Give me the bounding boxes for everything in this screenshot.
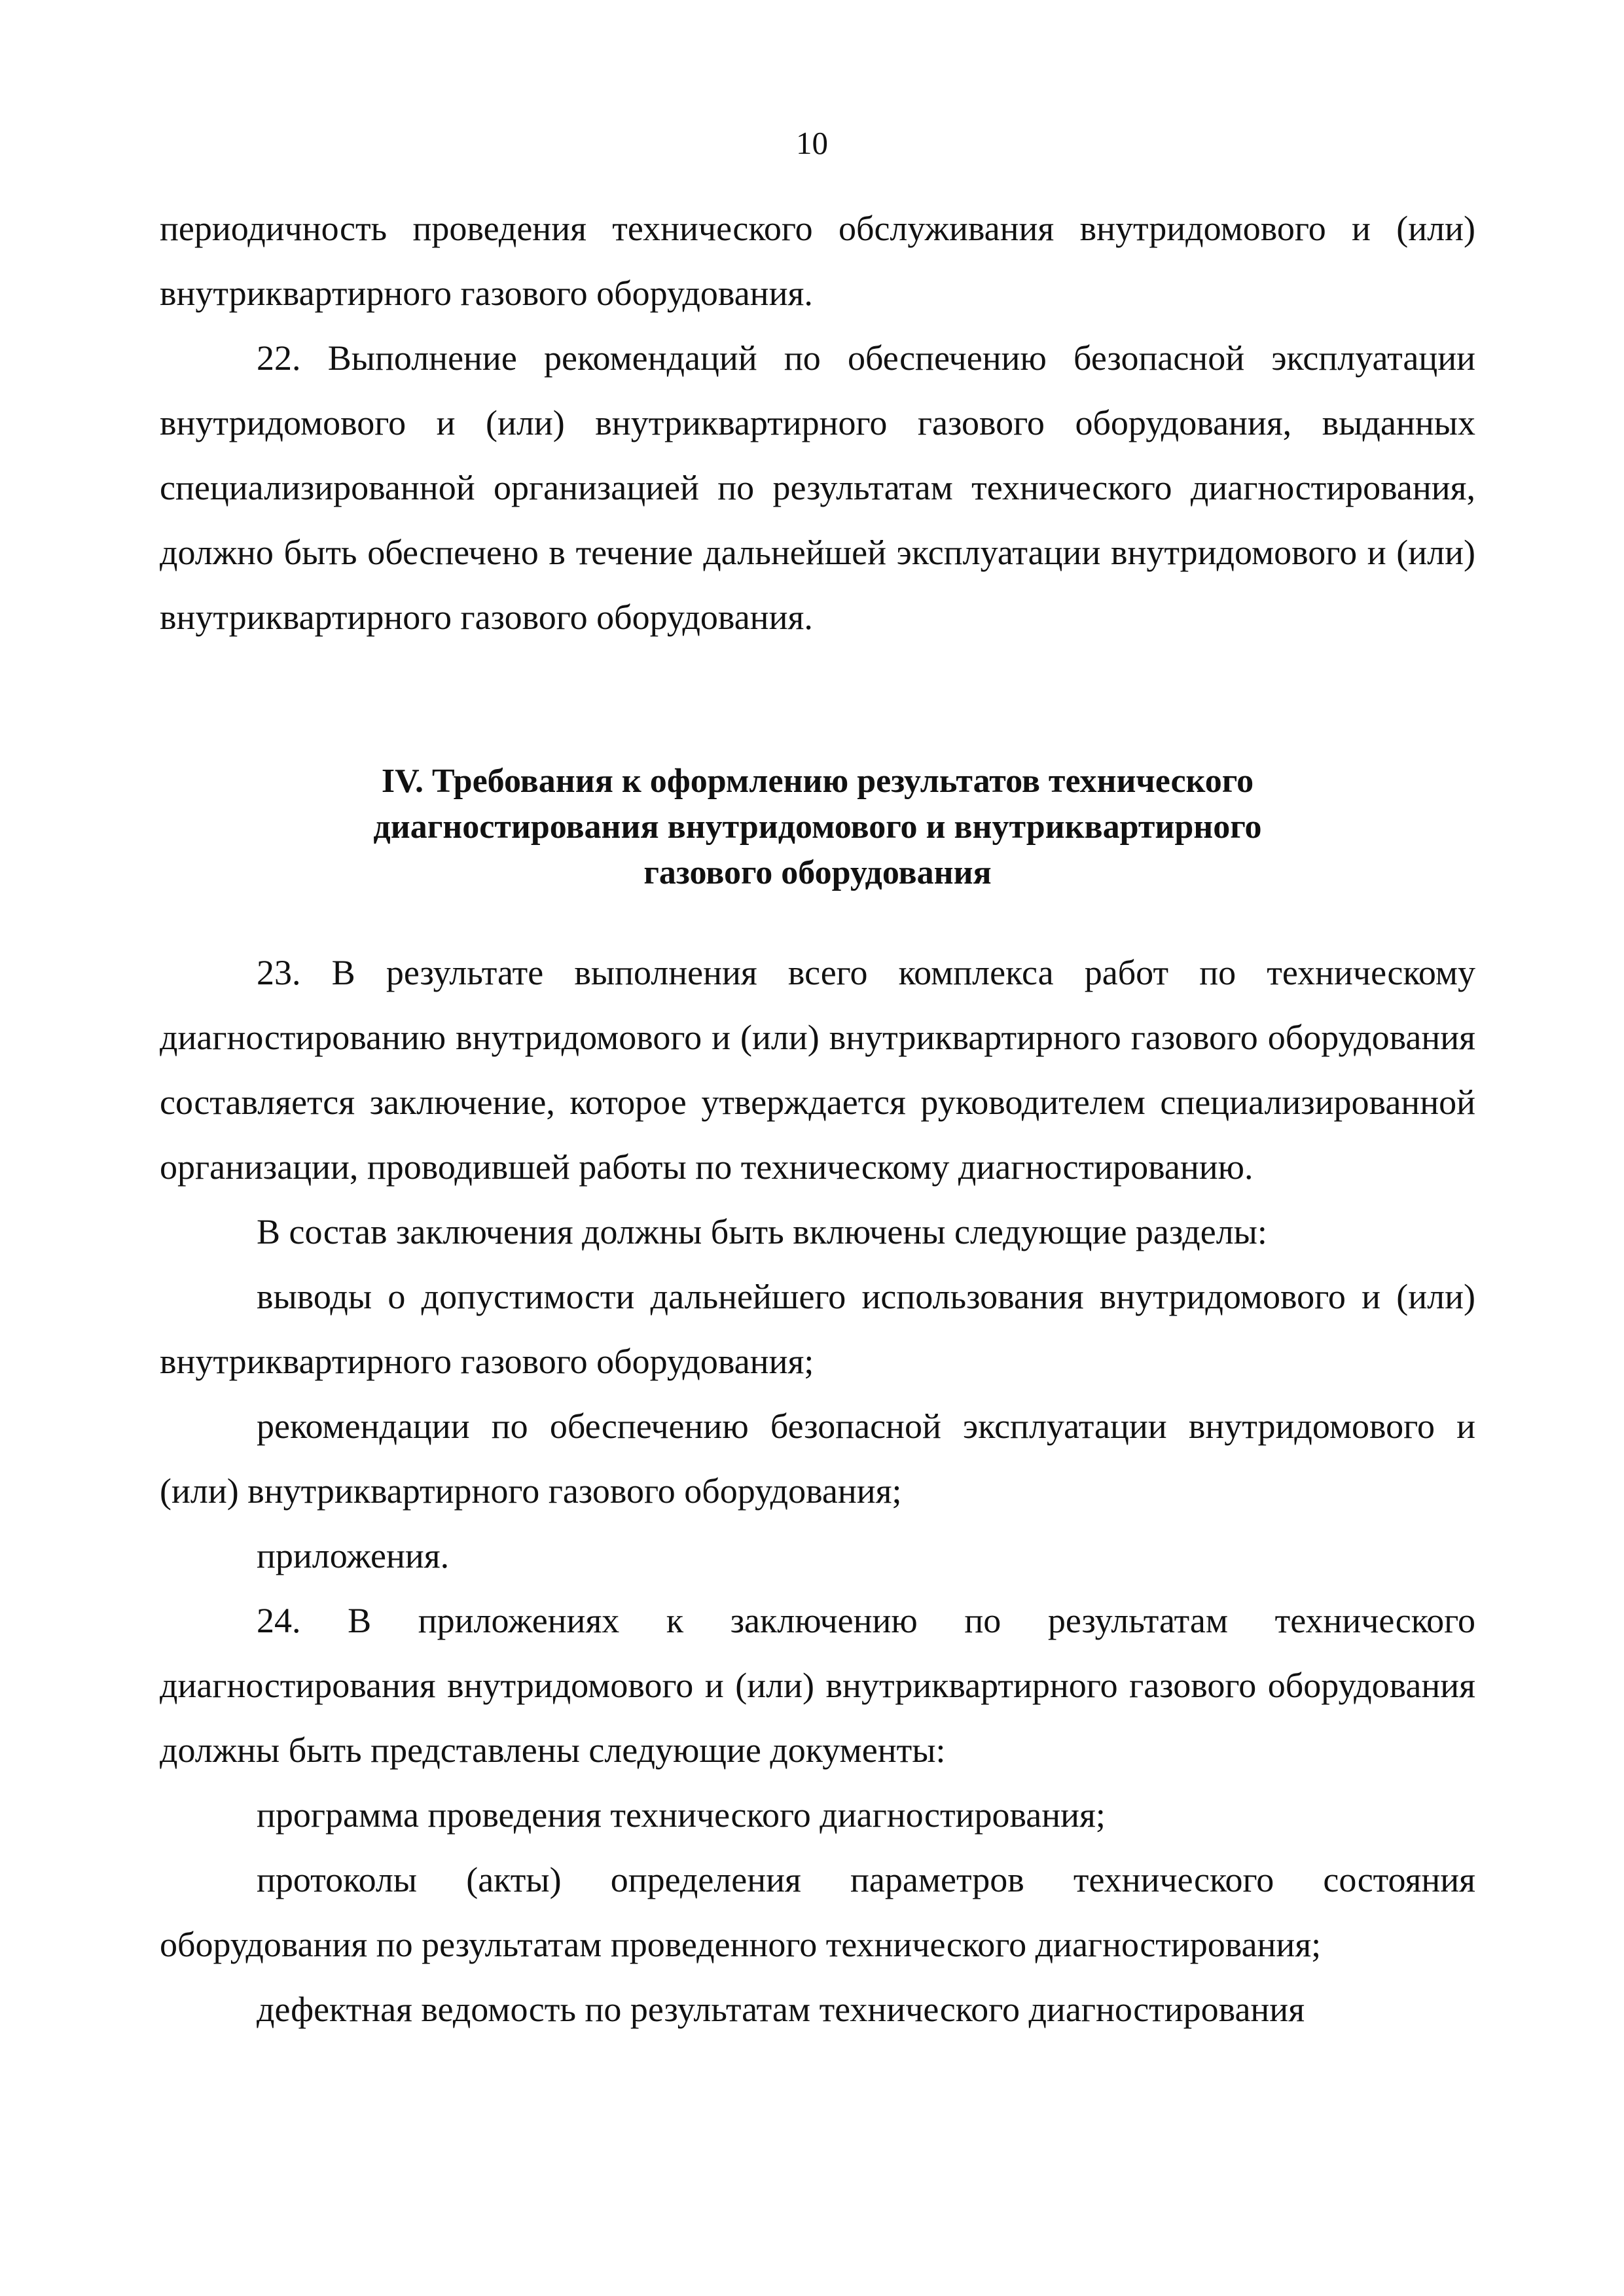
page-number: 10 [796, 125, 828, 161]
section-heading [160, 759, 1475, 896]
paragraph-23-sections-intro: В состав заключения должны быть включены следующие разделы: [257, 1212, 1267, 1251]
paragraph-24-item-program: программа проведения технического диагностирования; [257, 1795, 1106, 1835]
paragraph-21-continuation: периодичность проведения технического обслуживания внутридомового и (или) внутриквартирного газового оборудования. [160, 209, 1475, 313]
section-heading-line: газового оборудования [643, 854, 992, 891]
paragraph-24-item-protocols: протоколы (акты) определения параметров технического состояния оборудования по результатам проведенного технического диагностирования; [160, 1860, 1475, 1964]
section-heading-line: IV. Требования к оформлению результатов технического [381, 762, 1254, 800]
paragraph-24-item-defect-list: дефектная ведомость по результатам технического диагностирования [257, 1990, 1305, 2029]
paragraph-23: 23. В результате выполнения всего комплекса работ по техническому диагностированию внутридомового и (или) внутриквартирного газового оборудования составляется заключение, которое утверждается руководителем специализированной организации, проводившей работы по техническому диагностированию. [160, 953, 1475, 1187]
paragraph-23-item-appendices: приложения. [257, 1536, 450, 1575]
document-body [160, 196, 1475, 2042]
section-heading-line: диагностирования внутридомового и внутриквартирного [373, 808, 1262, 846]
paragraph-23-item-conclusions: выводы о допустимости дальнейшего использования внутридомового и (или) внутриквартирного газового оборудования; [160, 1277, 1475, 1381]
paragraph-24: 24. В приложениях к заключению по результатам технического диагностирования внутридомового и (или) внутриквартирного газового оборудования должны быть представлены следующие документы: [160, 1601, 1475, 1770]
paragraph-23-item-recommendations: рекомендации по обеспечению безопасной эксплуатации внутридомового и (или) внутриквартирного газового оборудования; [160, 1407, 1475, 1511]
paragraph-22: 22. Выполнение рекомендаций по обеспечению безопасной эксплуатации внутридомового и (или) внутриквартирного газового оборудования, выданных специализированной организацией по результатам технического диагностирования, должно быть обеспечено в течение дальнейшей эксплуатации внутридомового и (или) внутриквартирного газового оборудования. [160, 338, 1475, 637]
